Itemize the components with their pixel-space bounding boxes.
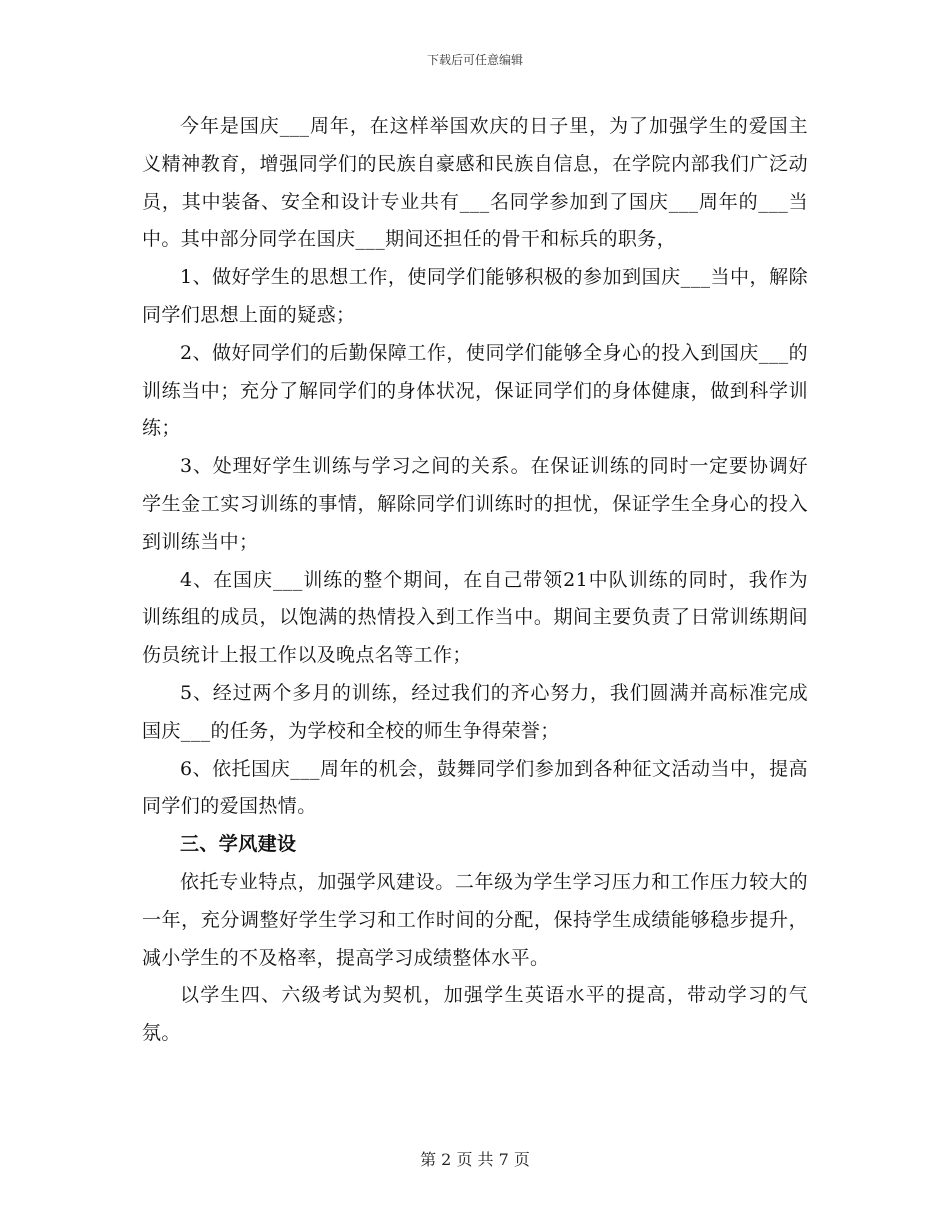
section-heading: 三、学风建设	[180, 833, 297, 856]
paragraph-item-6: 6、依托国庆___周年的机会，鼓舞同学们参加到各种征文活动当中，提高同学们的爱国热情。	[142, 757, 808, 818]
paragraph-item-5: 5、经过两个多月的训练，经过我们的齐心努力，我们圆满并高标准完成国庆___的任务，为学校和全校的师生争得荣誉；	[142, 681, 808, 742]
section-paragraph-1: 依托专业特点，加强学风建设。二年级为学生学习压力和工作压力较大的一年，充分调整好学生学习和工作时间的分配，保持学生成绩能够稳步提升，减小学生的不及格率，提高学习成绩整体水平。	[142, 870, 808, 969]
paragraph-item-3: 3、处理好学生训练与学习之间的关系。在保证训练的同时一定要协调好学生金工实习训练的事情，解除同学们训练时的担忧，保证学生全身心的投入到训练当中；	[142, 455, 808, 553]
paragraph-intro: 今年是国庆___周年，在这样举国欢庆的日子里，为了加强学生的爱国主义精神教育，增强同学们的民族自豪感和民族自信息，在学院内部我们广泛动员，其中装备、安全和设计专业共有___名同学参加到了国庆___周年的___当中。其中部分同学在国庆___期间还担任的骨干和标兵的职务，	[142, 115, 808, 251]
document-body	[142, 108, 808, 1053]
page-header: 下载后可任意编辑	[426, 53, 523, 67]
paragraph-item-4: 4、在国庆___训练的整个期间，在自己带领21中队训练的同时，我作为训练组的成员，以饱满的热情投入到工作当中。期间主要负责了日常训练期间伤员统计上报工作以及晚点名等工作；	[142, 568, 808, 667]
paragraph-item-1: 1、做好学生的思想工作，使同学们能够积极的参加到国庆___当中，解除同学们思想上面的疑惑；	[142, 266, 808, 326]
section-paragraph-2: 以学生四、六级考试为契机，加强学生英语水平的提高，带动学习的气氛。	[142, 984, 808, 1045]
page-number: 第 2 页 共 7 页	[420, 1150, 530, 1169]
paragraph-item-2: 2、做好同学们的后勤保障工作，使同学们能够全身心的投入到国庆___的训练当中；充分了解同学们的身体状况，保证同学们的身体健康，做到科学训练；	[142, 341, 808, 440]
